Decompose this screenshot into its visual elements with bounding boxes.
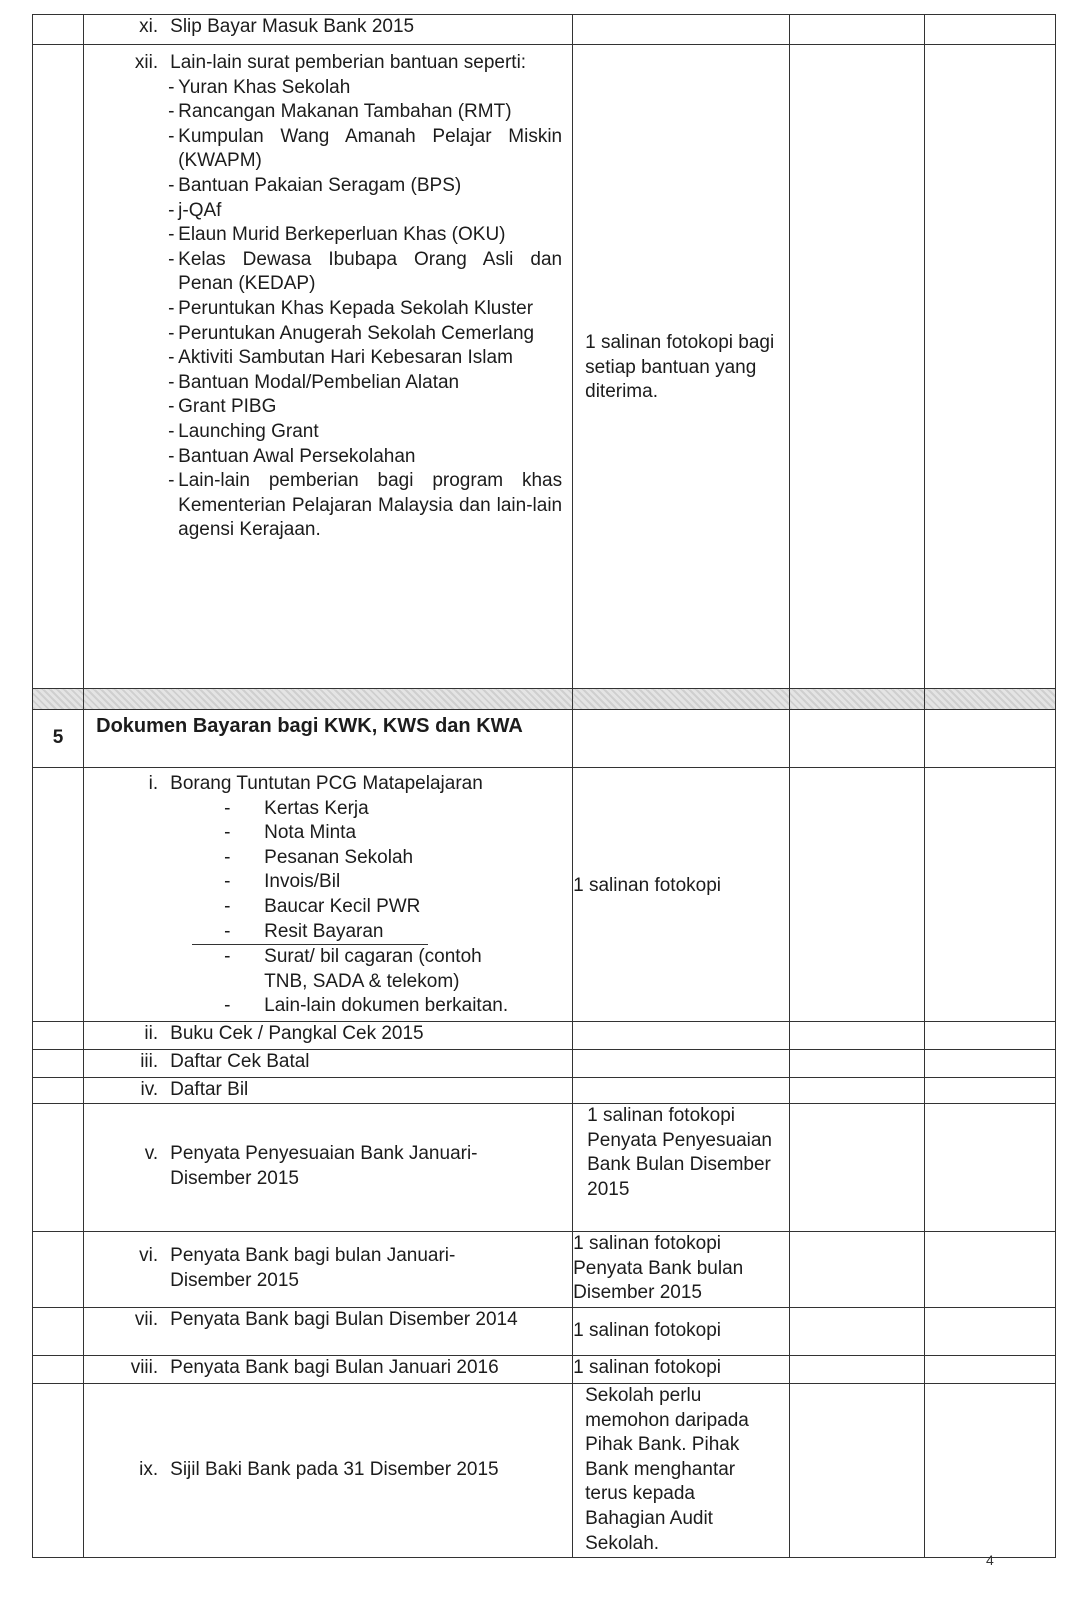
list-item: - Surat/ bil cagaran (contoh TNB, SADA & telekom) [224, 946, 482, 992]
dash-marker: - [168, 297, 175, 319]
table-row [33, 1384, 1056, 1558]
item-cell [84, 1104, 573, 1232]
item-text: Buku Cek / Pangkal Cek 2015 [170, 1023, 424, 1044]
list-item: - Aktiviti Sambutan Hari Kebesaran Islam [168, 346, 562, 371]
list-item: - Resit Bayaran [192, 920, 428, 946]
item-cell [84, 45, 573, 689]
section-number: 5 [33, 710, 84, 768]
table-row [33, 1104, 1056, 1232]
item-cell [84, 1078, 573, 1104]
item-cell [84, 1308, 573, 1356]
table-row [33, 45, 1056, 689]
dash-marker: - [168, 420, 175, 442]
note-cell [573, 45, 790, 689]
item-number: vi. [139, 1245, 159, 1266]
item-text: Sijil Baki Bank pada 31 Disember 2015 [170, 1459, 499, 1480]
item-text: Slip Bayar Masuk Bank 2015 [170, 16, 415, 37]
note-cell [573, 768, 790, 1022]
item-note: 1 salinan fotokopi [573, 875, 722, 896]
section-title-cell [84, 710, 573, 768]
check-cell [790, 45, 925, 689]
list-item: - Baucar Kecil PWR [224, 895, 421, 917]
item-number: xii. [134, 52, 159, 73]
table-row [33, 1022, 1056, 1050]
checklist-table [32, 14, 1056, 1558]
list-item: - Launching Grant [168, 420, 562, 445]
item-cell [84, 1022, 573, 1050]
list-item: - Bantuan Modal/Pembelian Alatan [168, 371, 562, 396]
document-list [224, 797, 572, 1019]
separator-row [33, 689, 1056, 710]
aid-list [168, 76, 572, 543]
item-number: ii. [144, 1023, 159, 1044]
list-item: - Elaun Murid Berkeperluan Khas (OKU) [168, 223, 562, 248]
dash-marker: - [168, 76, 175, 98]
item-text: Penyata Bank bagi bulan Januari-Disember 2015 [170, 1245, 456, 1291]
item-number: iii. [140, 1051, 159, 1072]
list-item: - Bantuan Awal Persekolahan [168, 445, 562, 470]
table-row [33, 1078, 1056, 1104]
table-row [33, 1356, 1056, 1384]
item-text: Lain-lain surat pemberian bantuan seperti: [170, 52, 527, 73]
dash-marker: - [168, 199, 175, 221]
item-cell [84, 1050, 573, 1078]
dash-marker: - [168, 248, 175, 270]
check-cell [790, 768, 925, 1022]
list-item: - Yuran Khas Sekolah [168, 76, 562, 101]
dash-marker: - [168, 322, 175, 344]
dash-marker: - [168, 347, 175, 369]
item-number: v. [144, 1143, 159, 1164]
check-cell [790, 15, 925, 45]
remark-cell [925, 15, 1056, 45]
note-cell [573, 15, 790, 45]
dash-marker: - [168, 101, 175, 123]
list-item: - Peruntukan Khas Kepada Sekolah Kluster [168, 297, 562, 322]
item-number: ix. [139, 1459, 159, 1480]
list-item: - Peruntukan Anugerah Sekolah Cemerlang [168, 322, 562, 347]
item-text: Daftar Bil [170, 1079, 249, 1100]
item-number: iv. [140, 1079, 159, 1100]
item-number: vii. [134, 1309, 159, 1330]
section-header-row [33, 710, 1056, 768]
item-note: 1 salinan fotokopi Penyata Penyesuaian Bank Bulan Disember 2015 [587, 1105, 772, 1200]
remark-cell [925, 45, 1056, 689]
table-row [33, 1050, 1056, 1078]
list-item: - Bantuan Pakaian Seragam (BPS) [168, 174, 562, 199]
dash-marker: - [168, 224, 175, 246]
item-text: Penyata Bank bagi Bulan Disember 2014 [170, 1309, 518, 1330]
table-row [33, 1232, 1056, 1308]
note-cell [573, 1022, 790, 1050]
aid-note: 1 salinan fotokopi bagi setiap bantuan yang diterima. [585, 332, 775, 403]
dash-marker: - [168, 445, 175, 467]
item-text: Penyata Penyesuaian Bank Januari-Disember 2015 [170, 1143, 478, 1189]
note-cell [573, 1104, 790, 1232]
item-number: viii. [130, 1357, 159, 1378]
item-cell [84, 15, 573, 45]
table-row [33, 1308, 1056, 1356]
list-item: - Rancangan Makanan Tambahan (RMT) [168, 100, 562, 125]
dash-marker: - [168, 470, 175, 492]
table-row [33, 15, 1056, 45]
item-text: Daftar Cek Batal [170, 1051, 310, 1072]
dash-marker: - [168, 396, 175, 418]
list-item: - Grant PIBG [168, 395, 562, 420]
item-cell [84, 768, 573, 1022]
list-item: - Lain-lain dokumen berkaitan. [224, 995, 509, 1017]
item-text: Borang Tuntutan PCG Matapelajaran [170, 773, 483, 794]
item-number: i. [148, 773, 159, 794]
note-cell: 1 salinan fotokopi [573, 1308, 790, 1356]
table-row [33, 768, 1056, 1022]
list-item: - Lain-lain pemberian bagi program khas Kementerian Pelajaran Malaysia dan lain-lain agensi Kerajaan. [168, 469, 562, 543]
item-note: 1 salinan fotokopi Penyata Bank bulan Disember 2015 [573, 1233, 744, 1304]
list-item: - Invois/Bil [224, 871, 341, 893]
dash-marker: - [168, 371, 175, 393]
note-cell: 1 salinan fotokopi [573, 1356, 790, 1384]
dash-marker: - [168, 174, 175, 196]
item-note: Sekolah perlu memohon daripada Pihak Bank. Pihak Bank menghantar terus kepada Bahagian Audit Sekolah. [585, 1385, 749, 1554]
note-cell [573, 1078, 790, 1104]
item-cell [84, 1384, 573, 1558]
number-cell [33, 45, 84, 689]
item-text: Penyata Bank bagi Bulan Januari 2016 [170, 1357, 499, 1378]
item-cell [84, 1356, 573, 1384]
note-cell [573, 1050, 790, 1078]
list-item: - Nota Minta [224, 822, 357, 844]
section-title: Dokumen Bayaran bagi KWK, KWS dan KWA [96, 715, 523, 737]
number-cell [33, 15, 84, 45]
remark-cell [925, 768, 1056, 1022]
dash-marker: - [168, 125, 175, 147]
item-cell [84, 1232, 573, 1308]
list-item: - Kertas Kerja [224, 797, 369, 819]
list-item: - Kelas Dewasa Ibubapa Orang Asli dan Penan (KEDAP) [168, 248, 562, 297]
page-number: 4 [986, 1552, 994, 1568]
note-cell [573, 1384, 790, 1558]
number-cell [33, 768, 84, 1022]
list-item: - Pesanan Sekolah [224, 846, 414, 868]
list-item: - j-QAf [168, 199, 562, 224]
item-number: xi. [139, 16, 159, 37]
note-cell [573, 1232, 790, 1308]
list-item: - Kumpulan Wang Amanah Pelajar Miskin (KWAPM) [168, 125, 562, 174]
